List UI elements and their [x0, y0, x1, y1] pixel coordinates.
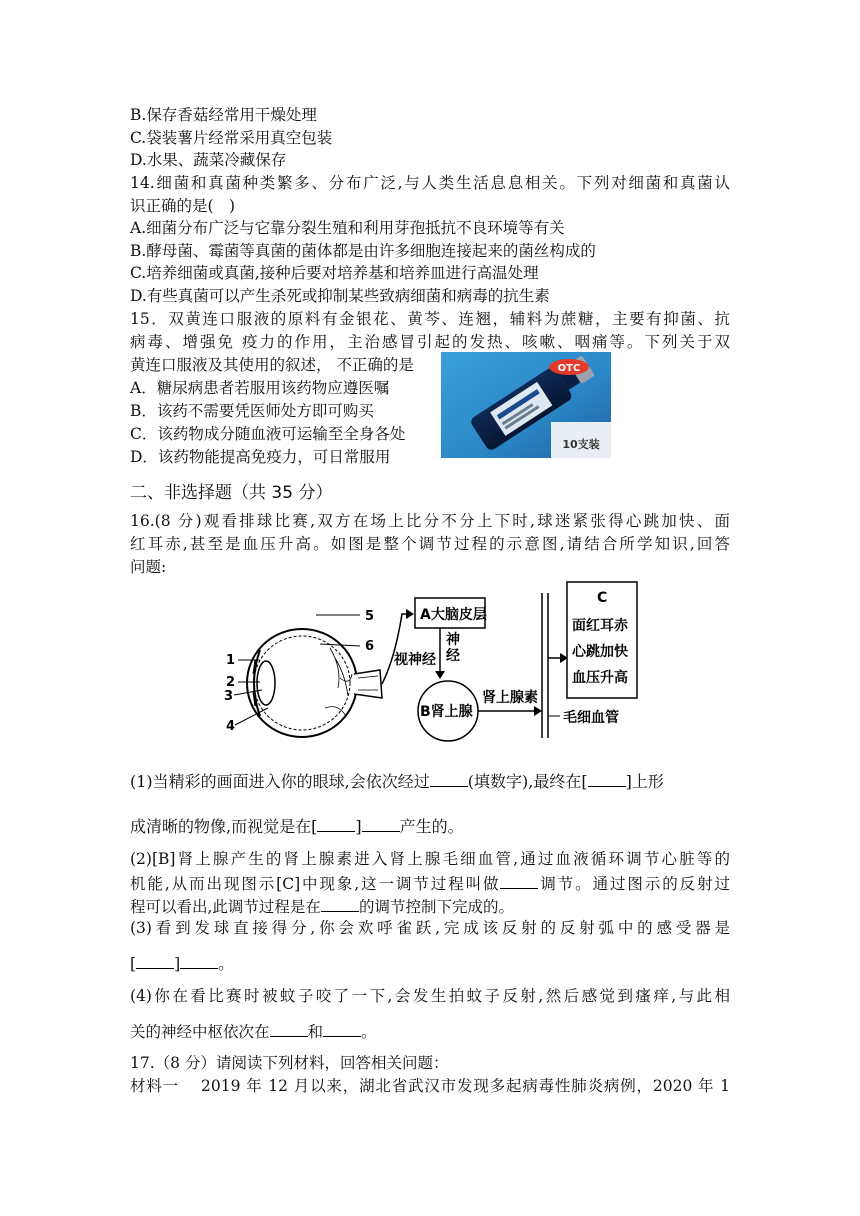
q16-stem-line3: 问题: — [130, 558, 167, 576]
blank-sub3-code[interactable] — [136, 952, 174, 969]
q16-sub3-line1: (3)看到发球直接得分,你会欢呼雀跃,完成该反射的反射弧中的感受器是 — [130, 919, 730, 937]
blank-sub4-center1[interactable] — [270, 1020, 308, 1037]
otc-badge: OTC — [557, 363, 581, 374]
q14-stem-line1: 14.细菌和真菌种类繁多、分布广泛,与人类生活息息相关。下列对细菌和真菌认 — [130, 174, 730, 192]
q16-sub4-line2: 关的神经中枢依次在 和 。 — [130, 1020, 377, 1043]
q16-sub3-line2: [ ] 。 — [130, 952, 234, 975]
label-6: 6 — [365, 639, 375, 654]
q16-stem-line2: 红耳赤,甚至是血压升高。如图是整个调节过程的示意图,请结合所学知识,回答 — [130, 535, 730, 553]
q14-option-d: D.有些真菌可以产生杀死或抑制某些致病细菌和病毒的抗生素 — [130, 287, 550, 305]
medicine-bottle-image — [441, 352, 611, 458]
q15-stem-line3: 黄连口服液及其使用的叙述， 不正确的是 — [130, 356, 414, 374]
q17-material1: 材料一 2019 年 12 月以来，湖北省武汉市发现多起病毒性肺炎病例，2020 年 1 — [130, 1077, 730, 1095]
q15-stem-line1: 15．双黄连口服液的原料有金银花、黄芩、连翘，辅料为蔗糖，主要有抑菌、抗 — [130, 310, 730, 328]
blank-sub4-center2[interactable] — [323, 1020, 361, 1037]
q16-sub2-line3: 程可以看出,此调节过程是在 的调节控制下完成的。 — [130, 895, 514, 918]
blank-sub3-receptor[interactable] — [180, 952, 218, 969]
q15-option-d: D．该药物能提高免疫力，可日常服用 — [130, 448, 391, 466]
blank-sub2-control[interactable] — [321, 895, 359, 912]
capillary-label: 毛细血管 — [563, 710, 619, 726]
blank-sub1-vision-name[interactable] — [362, 815, 400, 832]
q16-sub1-line2: 成清晰的物像,而视觉是在[ ] 产生的。 — [130, 817, 464, 836]
q14-option-b: B.酵母菌、霉菌等真菌的菌体都是由许多细胞连接起来的菌丝构成的 — [130, 242, 596, 260]
box-b-label: B肾上腺 — [420, 704, 473, 720]
q13-option-d: D.水果、蔬菜冷藏保存 — [130, 151, 287, 169]
label-3: 3 — [224, 689, 234, 704]
q14-option-c: C.培养细菌或真菌,接种后要对培养基和培养皿进行高温处理 — [130, 264, 539, 282]
section2-title: 二、非选择题（共 35 分） — [130, 483, 333, 503]
q13-option-c: C.袋装薯片经常采用真空包装 — [130, 129, 333, 147]
q15-option-b: B．该药不需要凭医师处方即可购买 — [130, 402, 374, 420]
q17-stem: 17.（8 分）请阅读下列材料，回答相关问题： — [130, 1054, 449, 1072]
q16-sub1-line1: (1)当精彩的画面进入你的眼球,会依次经过 (填数字),最终在[ ]上形 — [130, 772, 664, 791]
box-c-title: C — [597, 590, 608, 606]
box-a-label: A大脑皮层 — [420, 607, 487, 623]
label-1: 1 — [226, 653, 236, 668]
label-2: 2 — [226, 675, 236, 690]
q16-sub2-line1: (2)[B]肾上腺产生的肾上腺素进入肾上腺毛细血管,通过血液循环调节心脏等的 — [130, 850, 730, 868]
reflex-diagram — [220, 578, 670, 763]
label-4: 4 — [226, 719, 236, 734]
q14-option-a: A.细菌分布广泛与它靠分裂生殖和利用芽孢抵抗不良环境等有关 — [130, 219, 565, 237]
label-5: 5 — [365, 609, 375, 624]
q15-option-c: C．该药物成分随血液可运输至全身各处 — [130, 425, 406, 443]
eyeball-illustration — [247, 629, 382, 737]
blank-sub1-numbers[interactable] — [430, 770, 468, 787]
q15-option-a: A．糖尿病患者若服用该药物应遵医嘱 — [130, 379, 390, 397]
box-c-line-2: 心跳加快 — [572, 644, 628, 660]
q15-stem-line2: 病毒、增强免 疫力的作用，主治感冒引起的发热、咳嗽、咽痛等。下列关于双 — [130, 333, 730, 351]
box-c-line-3: 血压升高 — [572, 670, 628, 686]
q16-sub2-line2: 机能,从而出现图示[C]中现象,这一调节过程叫做 调节。通过图示的反射过 — [130, 872, 730, 895]
blank-sub2-regulation[interactable] — [500, 872, 538, 889]
blank-sub1-vision-code[interactable] — [317, 815, 355, 832]
box-c-line-1: 面红耳赤 — [572, 618, 628, 634]
hormone-label: 肾上腺素 — [482, 690, 538, 706]
q14-stem-line2: 识正确的是( ) — [130, 197, 236, 215]
box-count-label: 10支装 — [562, 438, 600, 451]
optic-nerve-label: 视神经 — [394, 652, 436, 668]
nerve-label-2: 经 — [446, 648, 460, 664]
blank-sub1-image-site[interactable] — [588, 770, 626, 787]
q16-sub4-line1: (4)你在看比赛时被蚊子咬了一下,会发生拍蚊子反射,然后感觉到瘙痒,与此相 — [130, 987, 730, 1005]
q13-option-b: B.保存香菇经常用干燥处理 — [130, 106, 317, 124]
nerve-label-1: 神 — [446, 632, 460, 648]
q16-stem-line1: 16.(8 分)观看排球比赛,双方在场上比分不分上下时,球迷紧张得心跳加快、面 — [130, 512, 730, 530]
